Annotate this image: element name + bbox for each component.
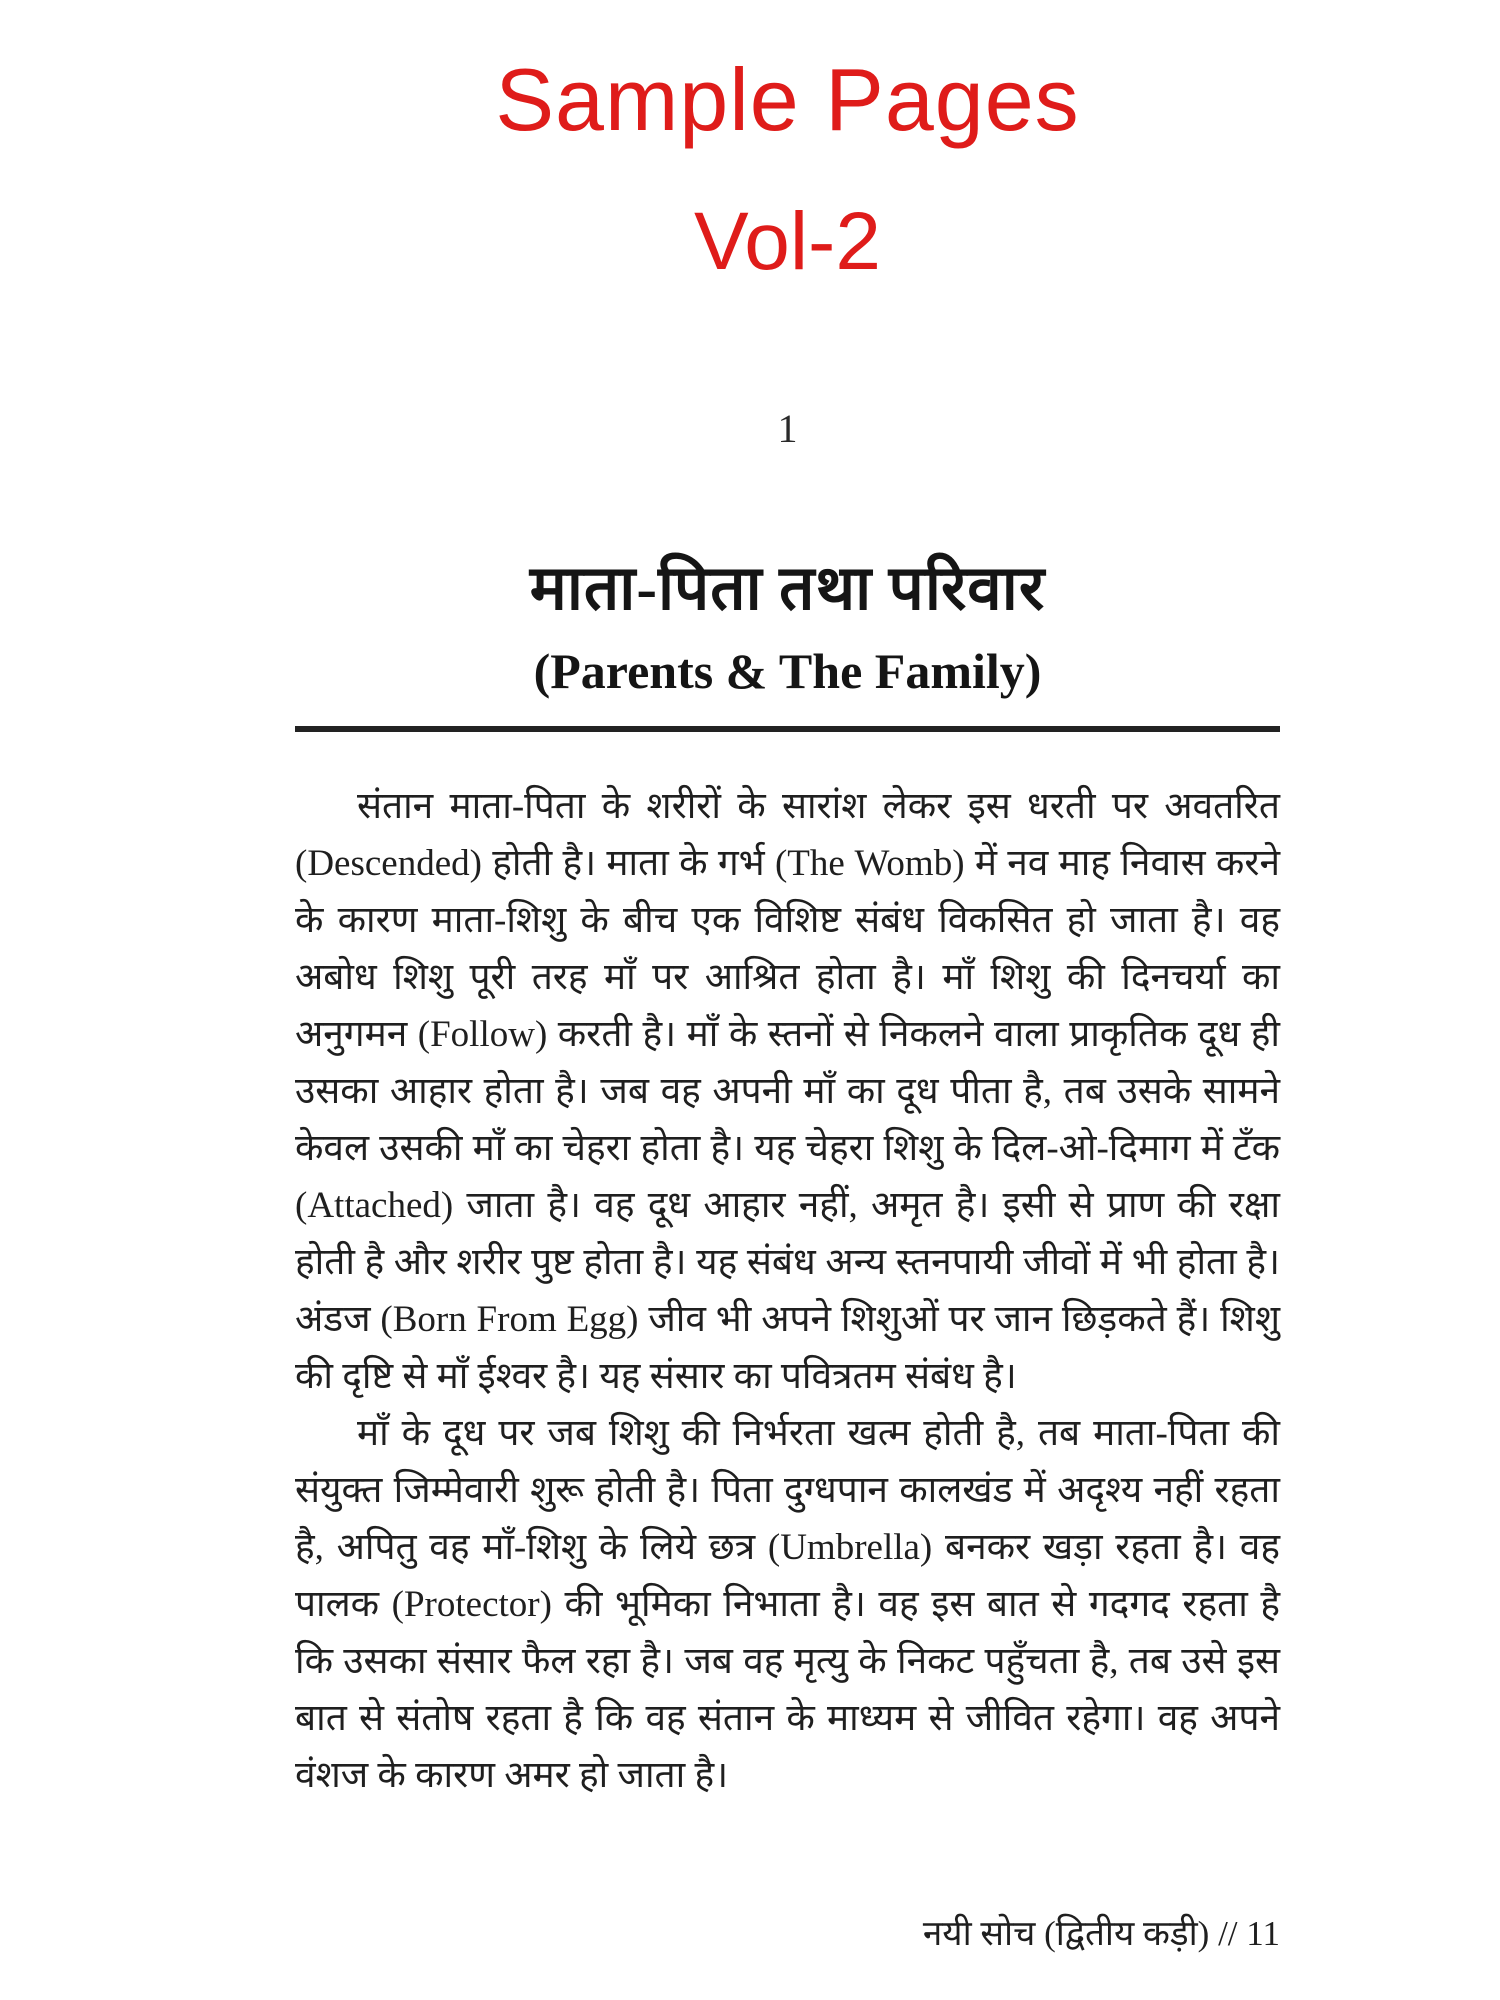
- chapter-number: 1: [777, 405, 798, 451]
- chapter-title-english: (Parents & The Family): [533, 642, 1042, 699]
- running-footer-page-number: नयी सोच (द्वितीय कड़ी) // 11: [922, 1914, 1280, 1953]
- paragraph-1: संतान माता-पिता के शरीरों के सारांश लेकर इस धरती पर अवतरित (Descended) होती है। माता के गर्भ (The Womb) में नव माह निवास करने के कारण माता-शिशु के बीच एक विशिष्ट संबंध विकसित हो जाता है। वह अबोध शिशु पूरी तरह माँ पर आश्रित होता है। माँ शिशु की दिनचर्या का अनुगमन (Follow) करती है। माँ के स्तनों से निकलने वाला प्राकृतिक दूध ही उसका आहार होता है। जब वह अपनी माँ का दूध पीता है, तब उसके सामने केवल उसकी माँ का चेहरा होता है। यह चेहरा शिशु के दिल-ओ-दिमाग में टँक (Attached) जाता है। वह दूध आहार नहीं, अमृत है। इसी से प्राण की रक्षा होती है और शरीर पुष्ट होता है। यह संबंध अन्य स्तनपायी जीवों में भी होता है। अंडज (Born From Egg) जीव भी अपने शिशुओं पर जान छिड़कते हैं। शिशु की दृष्टि से माँ ईश्वर है। यह संसार का पवित्रतम संबंध है।: [295, 785, 1280, 1397]
- chapter-body: [295, 778, 1280, 1804]
- paragraph-2: माँ के दूध पर जब शिशु की निर्भरता खत्म होती है, तब माता-पिता की संयुक्त जिम्मेवारी शुरू होती है। पिता दुग्धपान कालखंड में अदृश्य नहीं रहता है, अपितु वह माँ-शिशु के लिये छत्र (Umbrella) बनकर खड़ा रहता है। वह पालक (Protector) की भूमिका निभाता है। वह इस बात से गदगद रहता है कि उसका संसार फैल रहा है। जब वह मृत्यु के निकट पहुँचता है, तब उसे इस बात से संतोष रहता है कि वह संतान के माध्यम से जीवित रहेगा। वह अपने वंशज के कारण अमर हो जाता है।: [295, 1412, 1280, 1796]
- content-column: [295, 0, 1280, 2000]
- chapter-title-hindi: माता-पिता तथा परिवार: [529, 554, 1046, 623]
- sample-watermark: [295, 0, 1280, 287]
- watermark-title: Sample Pages: [495, 50, 1080, 149]
- watermark-volume: Vol-2: [694, 195, 881, 287]
- title-divider-rule: [295, 726, 1280, 732]
